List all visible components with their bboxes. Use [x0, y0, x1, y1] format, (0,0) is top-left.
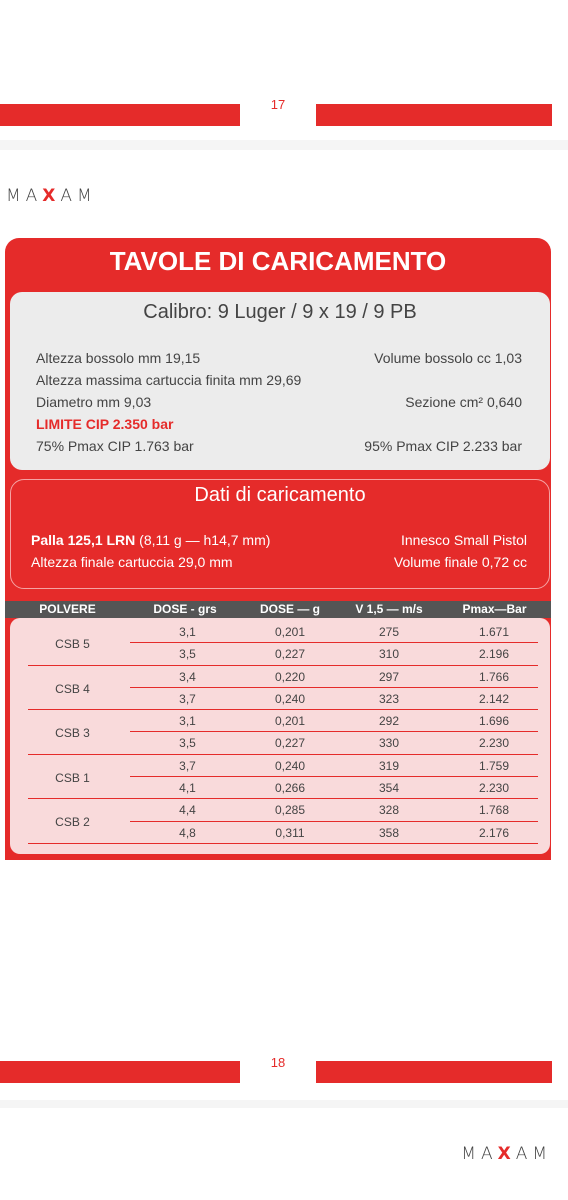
table-cell: 3,1: [179, 714, 196, 729]
pmax-75: 75% Pmax CIP 1.763 bar: [36, 438, 194, 454]
table-cell: 3,7: [179, 691, 196, 706]
table-cell: 3,7: [179, 758, 196, 773]
loading-table-card: [5, 238, 551, 860]
row-divider: [28, 798, 538, 799]
footer-strip-left: [0, 104, 240, 126]
powder-name: CSB 3: [55, 726, 90, 741]
final-length: Altezza finale cartuccia 29,0 mm: [31, 554, 233, 570]
powder-name: CSB 1: [55, 770, 90, 785]
table-cell: 310: [378, 647, 400, 662]
row-divider: [28, 665, 538, 666]
limite-cip: LIMITE CIP 2.350 bar: [36, 416, 174, 432]
page-18: [0, 150, 568, 1100]
table-cell: 275: [378, 625, 400, 639]
col-header-pmax: Pmax—Bar: [462, 602, 527, 616]
table-cell: 2.230: [478, 781, 510, 796]
page-number-18: 18: [270, 1055, 286, 1070]
table-cell: 0,220: [274, 669, 306, 684]
volume-bossolo: Volume bossolo cc 1,03: [374, 350, 522, 366]
table-cell: 330: [378, 736, 400, 751]
card-title: TAVOLE DI CARICAMENTO: [109, 246, 447, 276]
table-cell: 2.176: [478, 825, 510, 840]
footer-strip-right-18: [316, 1061, 552, 1083]
table-header: [5, 601, 551, 618]
table-cell: 0,311: [275, 825, 305, 840]
table-body: [5, 618, 551, 854]
table-cell: 3,5: [179, 647, 196, 662]
table-cell: 0,285: [274, 803, 306, 818]
maxam-logo-2: MAXAM: [461, 1144, 552, 1164]
table-cell: 2.142: [478, 691, 510, 706]
row-divider: [28, 843, 538, 844]
row-divider: [130, 731, 538, 732]
loading-data-title: Dati di caricamento: [194, 484, 366, 506]
caliber-info-box: [10, 292, 550, 470]
row-divider: [28, 754, 538, 755]
table-cell: 297: [378, 669, 400, 684]
page-19-top: [0, 1108, 568, 1200]
diametro: Diametro mm 9,03: [36, 394, 152, 410]
row-divider: [28, 709, 538, 710]
bullet-info: [31, 532, 270, 548]
row-divider: [130, 776, 538, 777]
powder-name: CSB 2: [55, 815, 90, 830]
table-cell: 0,266: [274, 781, 306, 796]
table-cell: 0,227: [274, 647, 306, 662]
page-17-bottom: [0, 0, 568, 140]
loading-data-box: [10, 479, 550, 589]
table-cell: 2.196: [478, 647, 510, 662]
col-header-polvere: POLVERE: [39, 602, 96, 616]
footer-strip-right: [316, 104, 552, 126]
powder-group: [10, 800, 550, 845]
caliber-title: Calibro: 9 Luger / 9 x 19 / 9 PB: [143, 301, 417, 323]
table-cell: 358: [378, 825, 400, 840]
table-cell: 0,201: [274, 714, 306, 729]
row-divider: [130, 687, 538, 688]
table-cell: 2.230: [478, 736, 510, 751]
altezza-massima: Altezza massima cartuccia finita mm 29,69: [36, 372, 302, 388]
table-cell: 354: [378, 781, 400, 796]
footer-strip-left-18: [0, 1061, 240, 1083]
table-cell: 1.696: [478, 714, 510, 729]
table-cell: 3,4: [179, 669, 196, 684]
table-cell: 1.671: [478, 625, 510, 639]
col-header-dose-g: DOSE — g: [259, 602, 320, 616]
powder-group: [10, 711, 550, 756]
powder-group: [10, 756, 550, 801]
table-cell: 1.759: [478, 758, 510, 773]
altezza-bossolo: Altezza bossolo mm 19,15: [36, 350, 201, 366]
row-divider: [130, 642, 538, 643]
table-cell: 0,227: [274, 736, 306, 751]
table-cell: 0,240: [274, 691, 306, 706]
table-body-inner: [10, 618, 550, 854]
table-cell: 4,8: [179, 825, 196, 840]
table-cell: 0,240: [274, 758, 306, 773]
final-volume: Volume finale 0,72 cc: [393, 554, 527, 570]
table-cell: 3,5: [179, 736, 196, 751]
table-cell: 328: [378, 803, 400, 818]
maxam-logo: MAXAM: [6, 186, 97, 206]
powder-group: [10, 667, 550, 712]
table-cell: 0,201: [274, 625, 306, 639]
col-header-dose-grs: DOSE - grs: [153, 602, 217, 616]
primer-info: Innesco Small Pistol: [400, 532, 527, 548]
page-number-17: 17: [270, 97, 286, 112]
table-cell: 4,4: [179, 803, 196, 818]
bullet-name: Palla 125,1 LRN: [31, 532, 136, 548]
table-cell: 3,1: [179, 625, 196, 639]
row-divider: [130, 821, 538, 822]
table-cell: 4,1: [179, 781, 196, 796]
table-cell: 292: [378, 714, 400, 729]
table-cell: 323: [378, 691, 400, 706]
pmax-95: 95% Pmax CIP 2.233 bar: [364, 438, 522, 454]
col-header-velocity: V 1,5 — m/s: [355, 602, 423, 616]
table-cell: 319: [378, 758, 400, 773]
powder-name: CSB 5: [55, 637, 90, 651]
powder-name: CSB 4: [55, 681, 90, 696]
bullet-specs: (8,11 g — h14,7 mm): [135, 532, 271, 548]
powder-group: [10, 622, 550, 667]
table-cell: 1.768: [478, 803, 510, 818]
sezione: Sezione cm² 0,640: [405, 394, 522, 410]
table-cell: 1.766: [478, 669, 510, 684]
